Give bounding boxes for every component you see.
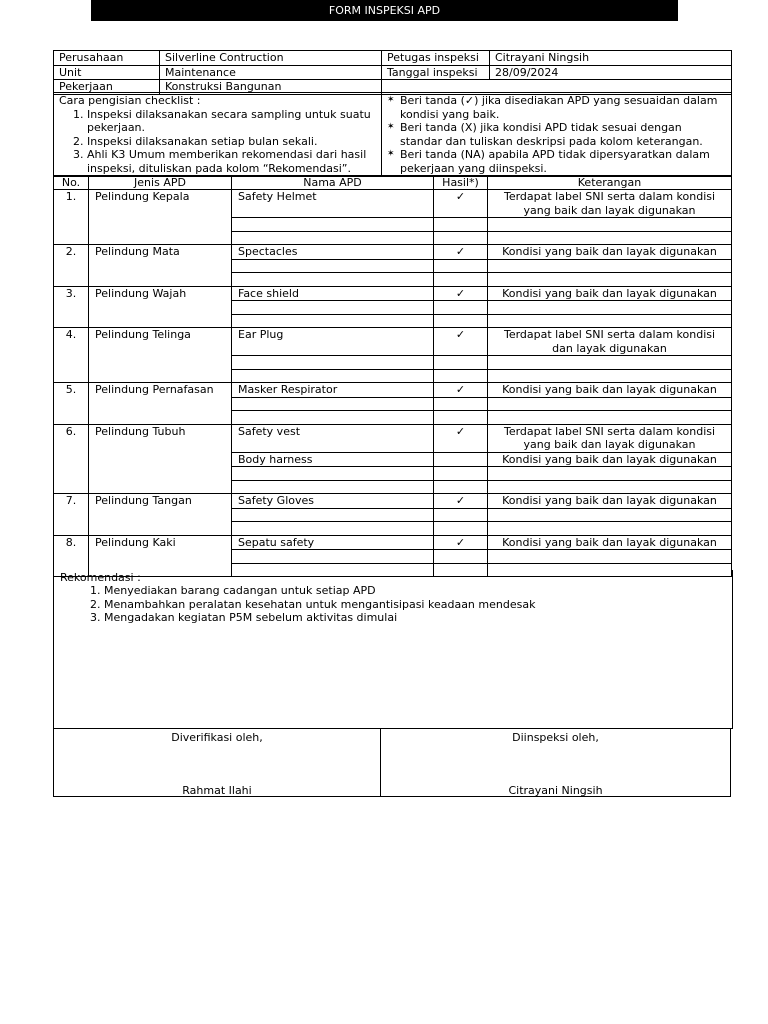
- col-no: No.: [54, 176, 89, 190]
- check-icon: ✓: [434, 245, 488, 260]
- row-nama: Body harness: [232, 452, 434, 467]
- pekerjaan-value: Konstruksi Bangunan: [160, 80, 382, 95]
- empty-cell: [434, 356, 488, 370]
- empty-cell: [488, 314, 732, 328]
- empty-cell: [488, 397, 732, 411]
- row-keterangan: Kondisi yang baik dan layak digunakan: [488, 245, 732, 260]
- instructions-table: [53, 92, 732, 177]
- check-icon: ✓: [434, 535, 488, 550]
- col-jenis: Jenis APD: [89, 176, 232, 190]
- header-table: [53, 50, 732, 95]
- empty-cell: [488, 356, 732, 370]
- empty-cell: [232, 369, 434, 383]
- row-nama: Safety vest: [232, 424, 434, 452]
- empty-cell: [232, 314, 434, 328]
- row-no: 2.: [54, 245, 89, 287]
- empty-cell: [488, 522, 732, 536]
- empty-cell: [434, 467, 488, 481]
- instruction-step: 1. Inspeksi dilaksanakan secara sampling untuk suatu pekerjaan.: [87, 108, 376, 135]
- signature-section: [53, 728, 731, 797]
- row-nama: Safety Helmet: [232, 190, 434, 218]
- inspected-label: Diinspeksi oleh,: [512, 731, 599, 744]
- empty-cell: [434, 480, 488, 494]
- empty-cell: [488, 467, 732, 481]
- row-nama: Face shield: [232, 286, 434, 301]
- inspected-name: Citrayani Ningsih: [508, 784, 603, 797]
- col-hasil: Hasil*): [434, 176, 488, 190]
- empty-cell: [434, 550, 488, 564]
- check-icon: ✓: [434, 286, 488, 301]
- row-keterangan: Terdapat label SNI serta dalam kondisi dan layak digunakan: [488, 328, 732, 356]
- table-row: [54, 535, 732, 550]
- empty-cell: [232, 467, 434, 481]
- empty-cell: [232, 301, 434, 315]
- empty-cell: [488, 231, 732, 245]
- row-no: 7.: [54, 494, 89, 536]
- row-nama: Spectacles: [232, 245, 434, 260]
- row-keterangan: Kondisi yang baik dan layak digunakan: [488, 535, 732, 550]
- row-jenis: Pelindung Kaki: [89, 535, 232, 577]
- empty-cell: [488, 273, 732, 287]
- empty-cell: [434, 301, 488, 315]
- row-keterangan: Kondisi yang baik dan layak digunakan: [488, 383, 732, 398]
- empty-cell: [232, 550, 434, 564]
- row-keterangan: Terdapat label SNI serta dalam kondisi yang baik dan layak digunakan: [488, 190, 732, 218]
- instruction-note: ✶ Beri tanda (X) jika kondisi APD tidak sesuai dengan standar dan tuliskan deskripsi pada kolom keterangan.: [387, 121, 726, 148]
- checklist-steps: [54, 93, 382, 177]
- empty-cell: [488, 301, 732, 315]
- apd-table: [53, 175, 732, 577]
- empty-cell: [488, 411, 732, 425]
- perusahaan-label: Perusahaan: [54, 51, 160, 66]
- check-icon: ✓: [434, 383, 488, 398]
- row-no: 5.: [54, 383, 89, 425]
- row-jenis: Pelindung Pernafasan: [89, 383, 232, 425]
- rekomendasi-item: 2. Menambahkan peralatan kesehatan untuk mengantisipasi keadaan mendesak: [104, 598, 535, 612]
- rekomendasi-title: Rekomendasi :: [60, 571, 141, 584]
- empty-cell: [434, 314, 488, 328]
- table-row: [54, 424, 732, 452]
- col-keterangan: Keterangan: [488, 176, 732, 190]
- rekomendasi-item: 3. Mengadakan kegiatan P5M sebelum aktivitas dimulai: [104, 611, 535, 625]
- table-row: [54, 383, 732, 398]
- table-row: [54, 494, 732, 509]
- petugas-label: Petugas inspeksi: [382, 51, 490, 66]
- row-jenis: Pelindung Telinga: [89, 328, 232, 383]
- empty-cell: [488, 218, 732, 232]
- row-no: 3.: [54, 286, 89, 328]
- col-nama: Nama APD: [232, 176, 434, 190]
- table-row: [54, 245, 732, 260]
- empty-cell: [434, 397, 488, 411]
- row-no: 6.: [54, 424, 89, 494]
- empty-cell: [488, 550, 732, 564]
- pekerjaan-label: Pekerjaan: [54, 80, 160, 95]
- empty-cell: [434, 411, 488, 425]
- empty-cell: [232, 231, 434, 245]
- empty-cell: [434, 218, 488, 232]
- empty-cell: [232, 480, 434, 494]
- row-jenis: Pelindung Tangan: [89, 494, 232, 536]
- instruction-note: ✶ Beri tanda (NA) apabila APD tidak dipersyaratkan dalam pekerjaan yang diinspeksi.: [387, 148, 726, 175]
- row-jenis: Pelindung Tubuh: [89, 424, 232, 494]
- row-keterangan: Terdapat label SNI serta dalam kondisi yang baik dan layak digunakan: [488, 424, 732, 452]
- empty-cell: [488, 369, 732, 383]
- empty-cell: [434, 273, 488, 287]
- row-jenis: Pelindung Wajah: [89, 286, 232, 328]
- check-icon: ✓: [434, 494, 488, 509]
- apd-table-body: [54, 190, 732, 577]
- empty-cell: [232, 508, 434, 522]
- table-row: [54, 286, 732, 301]
- row-nama: Sepatu safety: [232, 535, 434, 550]
- empty-cell: [434, 369, 488, 383]
- table-row: [54, 190, 732, 218]
- row-no: 4.: [54, 328, 89, 383]
- instructions-title: Cara pengisian checklist :: [59, 94, 201, 107]
- empty-cell: [434, 231, 488, 245]
- empty-cell: [488, 259, 732, 273]
- tanggal-label: Tanggal inspeksi: [382, 65, 490, 80]
- row-nama: Safety Gloves: [232, 494, 434, 509]
- row-no: 8.: [54, 535, 89, 577]
- table-row: [54, 328, 732, 356]
- row-keterangan: Kondisi yang baik dan layak digunakan: [488, 494, 732, 509]
- unit-label: Unit: [54, 65, 160, 80]
- check-icon: ✓: [434, 424, 488, 452]
- empty-cell: [232, 259, 434, 273]
- row-jenis: Pelindung Kepala: [89, 190, 232, 245]
- empty-cell: [434, 259, 488, 273]
- empty-cell: [232, 356, 434, 370]
- verifier-block: [54, 729, 381, 796]
- empty-cell: [488, 508, 732, 522]
- checklist-notes: [382, 93, 732, 177]
- check-icon: ✓: [434, 190, 488, 218]
- inspector-block: [381, 729, 730, 796]
- row-keterangan: Kondisi yang baik dan layak digunakan: [488, 286, 732, 301]
- empty-cell: [488, 480, 732, 494]
- row-jenis: Pelindung Mata: [89, 245, 232, 287]
- form-title: FORM INSPEKSI APD: [91, 0, 678, 21]
- empty-cell: [232, 273, 434, 287]
- tanggal-value: 28/09/2024: [490, 65, 732, 80]
- instruction-step: 2. Inspeksi dilaksanakan setiap bulan sekali.: [87, 135, 376, 149]
- instruction-step: 3. Ahli K3 Umum memberikan rekomendasi dari hasil inspeksi, dituliskan pada kolom “Rekomendasi”.: [87, 148, 376, 175]
- row-nama: Masker Respirator: [232, 383, 434, 398]
- verified-name: Rahmat Ilahi: [182, 784, 252, 797]
- row-keterangan: Kondisi yang baik dan layak digunakan: [488, 452, 732, 467]
- rekomendasi-item: 1. Menyediakan barang cadangan untuk setiap APD: [104, 584, 535, 598]
- row-no: 1.: [54, 190, 89, 245]
- verified-label: Diverifikasi oleh,: [171, 731, 263, 744]
- instruction-note: ✶ Beri tanda (✓) jika disediakan APD yang sesuaidan dalam kondisi yang baik.: [387, 94, 726, 121]
- empty-cell: [232, 411, 434, 425]
- row-nama: Ear Plug: [232, 328, 434, 356]
- empty-cell: [434, 522, 488, 536]
- empty-cell: [232, 397, 434, 411]
- rekomendasi-box: [53, 570, 733, 729]
- perusahaan-value: Silverline Contruction: [160, 51, 382, 66]
- row-hasil: [434, 452, 488, 467]
- empty-cell: [232, 218, 434, 232]
- petugas-value: Citrayani Ningsih: [490, 51, 732, 66]
- empty-cell: [232, 522, 434, 536]
- check-icon: ✓: [434, 328, 488, 356]
- empty-cell: [434, 508, 488, 522]
- unit-value: Maintenance: [160, 65, 382, 80]
